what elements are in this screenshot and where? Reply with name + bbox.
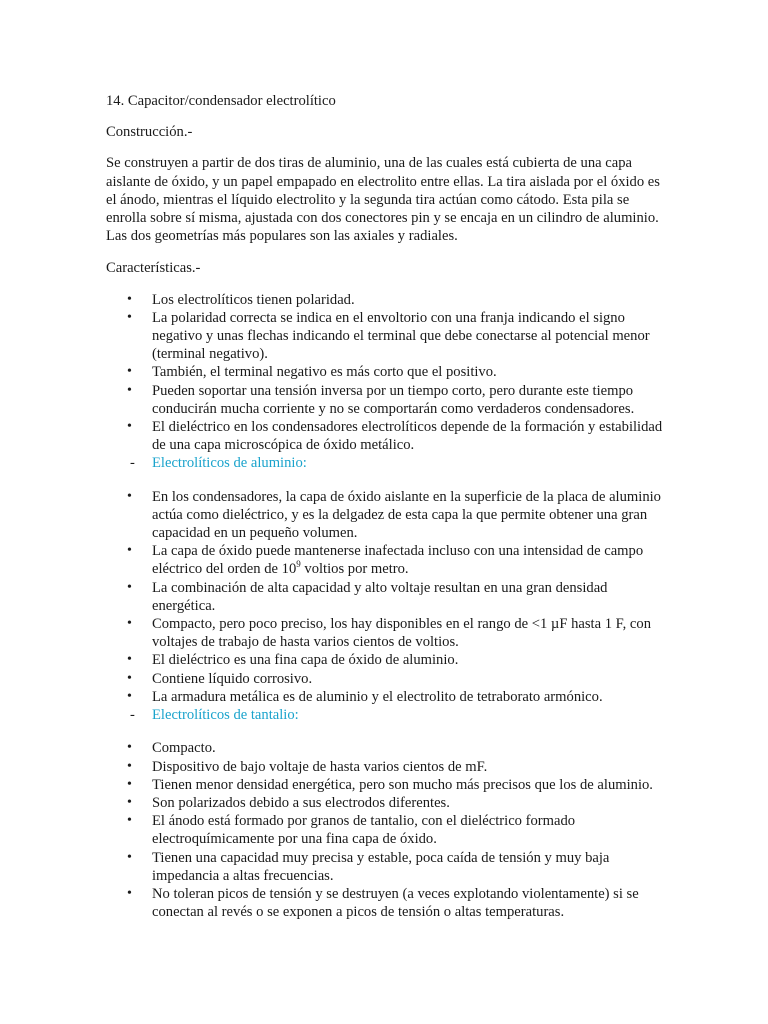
dash-marker: - bbox=[130, 455, 135, 472]
tantalum-heading-text: Electrolíticos de tantalio: bbox=[152, 707, 299, 724]
document-title: 14. Capacitor/condensador electrolítico bbox=[106, 93, 336, 109]
list-item: • Pueden soportar una tensión inversa por un tiempo corto, pero durante este tiempo conducirán mucha corriente y no se comportarán como verdaderos condensadores. bbox=[106, 382, 666, 418]
list-item: • La armadura metálica es de aluminio y el electrolito de tetraborato armónico. bbox=[106, 688, 666, 706]
list-item: • No toleran picos de tensión y se destruyen (a veces explotando violentamente) si se conectan al revés o se exponen a picos de tensión o altas temperaturas. bbox=[106, 885, 666, 921]
tantalum-list bbox=[106, 739, 666, 921]
list-item: • El ánodo está formado por granos de tantalio, con el dieléctrico formado electroquímicamente por una fina capa de óxido. bbox=[106, 812, 666, 848]
list-item: • El dieléctrico es una fina capa de óxido de aluminio. bbox=[106, 651, 666, 669]
characteristics-list bbox=[106, 291, 666, 455]
list-item: • Tienen menor densidad energética, pero son mucho más precisos que los de aluminio. bbox=[106, 776, 666, 794]
field-strength-text: La capa de óxido puede mantenerse inafectada incluso con una intensidad de campo eléctrico del orden de bbox=[152, 543, 644, 578]
dash-marker: - bbox=[130, 707, 135, 724]
list-item bbox=[106, 542, 666, 578]
field-strength-suffix: voltios por metro. bbox=[300, 561, 409, 578]
list-item: • Son polarizados debido a sus electrodos diferentes. bbox=[106, 794, 666, 812]
list-item: • Contiene líquido corrosivo. bbox=[106, 670, 666, 688]
list-item: • Dispositivo de bajo voltaje de hasta varios cientos de mF. bbox=[106, 758, 666, 776]
tantalum-heading bbox=[106, 706, 666, 724]
list-item: • La combinación de alta capacidad y alto voltaje resultan en una gran densidad energética. bbox=[106, 579, 666, 615]
list-item: • En los condensadores, la capa de óxido aislante en la superficie de la placa de aluminio actúa como dieléctrico, y es la delgadez de esta capa la que permite obtener una gran capacidad en un pequeño volumen. bbox=[106, 488, 666, 543]
construction-heading: Construcción.- bbox=[106, 124, 193, 141]
list-item: • Compacto, pero poco preciso, los hay disponibles en el rango de <1 µF hasta 1 F, con voltajes de trabajo de hasta varios cientos de voltios. bbox=[106, 615, 666, 651]
aluminum-heading-text: Electrolíticos de aluminio: bbox=[152, 455, 307, 472]
field-strength-exponent: 9 bbox=[296, 559, 301, 570]
list-item: • Compacto. bbox=[106, 739, 666, 757]
field-strength-base: 10 bbox=[281, 561, 297, 578]
list-item: • La polaridad correcta se indica en el envoltorio con una franja indicando el signo negativo y unas flechas indicando el terminal que debe conectarse al potencial menor (terminal negativo). bbox=[106, 309, 666, 364]
aluminum-heading bbox=[106, 454, 666, 472]
aluminum-list bbox=[106, 488, 666, 706]
list-item: • El dieléctrico en los condensadores electrolíticos depende de la formación y estabilidad de una capa microscópica de óxido metálico. bbox=[106, 418, 666, 454]
characteristics-heading: Características.- bbox=[106, 260, 201, 277]
document-page bbox=[106, 92, 666, 921]
list-item: • También, el terminal negativo es más corto que el positivo. bbox=[106, 363, 666, 381]
list-item: • Tienen una capacidad muy precisa y estable, poca caída de tensión y muy baja impedancia a altas frecuencias. bbox=[106, 849, 666, 885]
construction-paragraph: Se construyen a partir de dos tiras de aluminio, una de las cuales está cubierta de una capa aislante de óxido, y un papel empapado en electrolito entre ellas. La tira aislada por el óxido es el ánodo, mientras el líquido electrolito y la segunda tira actúan como cátodo. Esta pila se enrolla sobre sí misma, ajustada con dos conectores pin y se encaja en un cilindro de aluminio. Las dos geometrías más populares son las axiales y radiales. bbox=[106, 155, 660, 245]
list-item: • Los electrolíticos tienen polaridad. bbox=[106, 291, 666, 309]
